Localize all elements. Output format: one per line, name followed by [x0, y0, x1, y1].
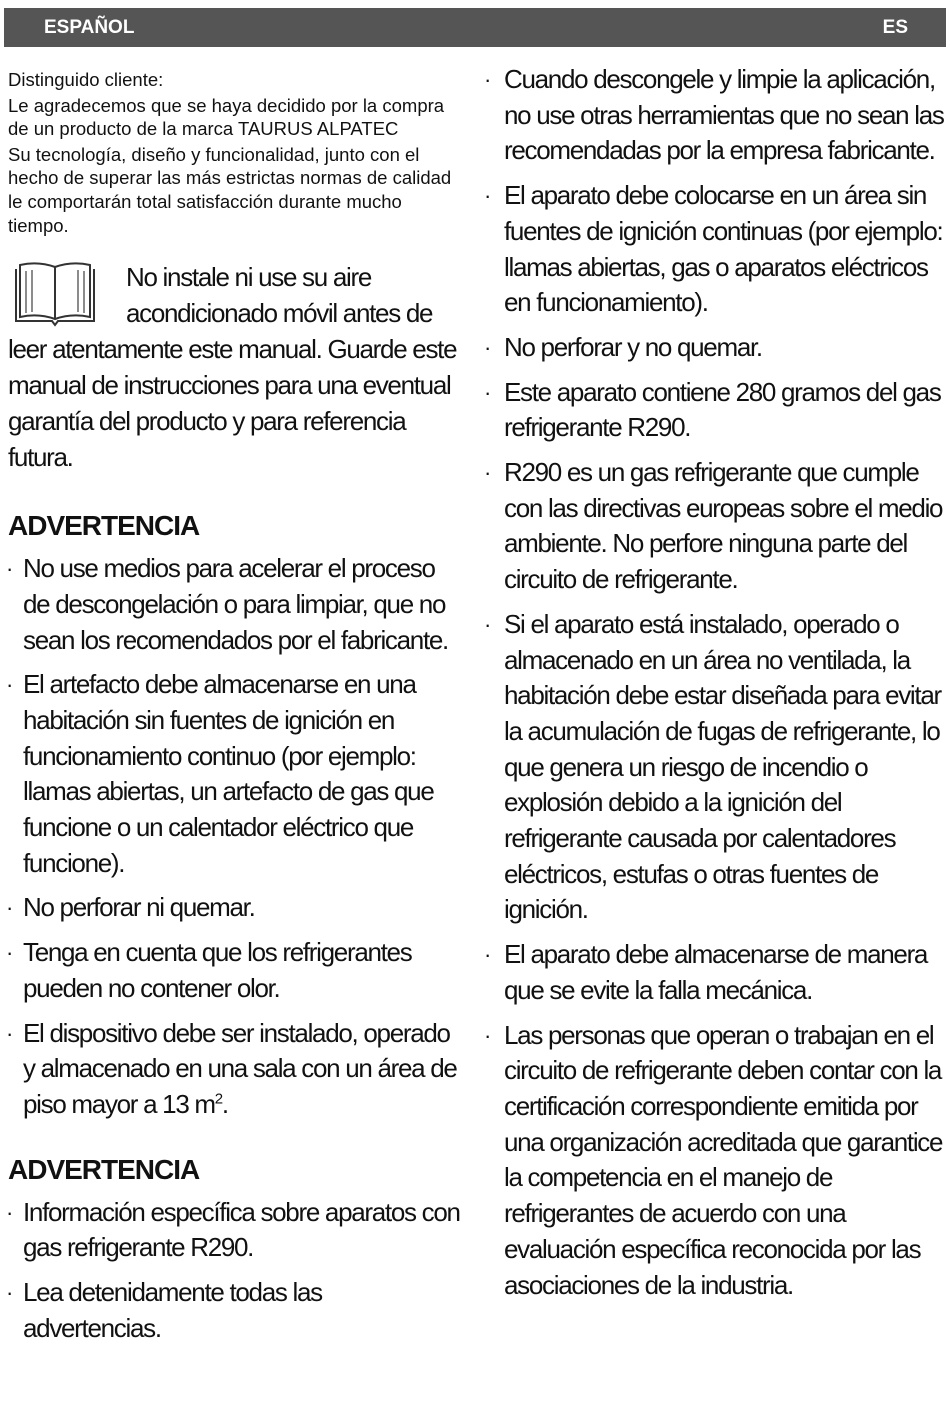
- list-item: · Este aparato contiene 280 gramos del gas refrigerante R290.: [486, 375, 946, 446]
- floor-area-text: El dispositivo debe ser instalado, operado y almacenado en una sala con un área de piso mayor a 13 m: [23, 1017, 457, 1119]
- list-item: [8, 1016, 463, 1123]
- notice-text: No instale ni use su aire acondicionado móvil antes de leer atentamente este manual. Guarde este manual de instrucciones para una eventual garantía del producto y para referencia futura.: [8, 262, 457, 473]
- list-item: · El aparato debe colocarse en un área sin fuentes de ignición continuas (por ejemplo: llamas abiertas, gas o aparatos eléctricos en funcionamiento).: [486, 178, 946, 321]
- list-item: · Cuando descongele y limpie la aplicación, no use otras herramientas que no sean las recomendadas por la empresa fabricante.: [486, 62, 946, 169]
- warning-title-2: ADVERTENCIA: [8, 1153, 200, 1185]
- open-book-icon: [14, 261, 96, 327]
- intro-paragraph-1: Le agradecemos que se haya decidido por la compra de un producto de la marca TAURUS ALPATEC: [8, 94, 445, 140]
- list-item: · El artefacto debe almacenarse en una habitación sin fuentes de ignición en funcionamiento continuo (por ejemplo: llamas abiertas, un artefacto de gas que funcione o un calentador eléctrico que funcione).: [8, 667, 463, 881]
- right-column: [486, 62, 946, 1312]
- list-item: · No perforar y no quemar.: [486, 330, 946, 366]
- list-item: · Tenga en cuenta que los refrigerantes pueden no contener olor.: [8, 935, 463, 1006]
- manual-notice: [8, 259, 463, 475]
- warning-list-1: [8, 551, 463, 1123]
- left-column: [8, 68, 463, 1356]
- superscript: 2: [214, 1090, 222, 1108]
- list-item: · Información específica sobre aparatos con gas refrigerante R290.: [8, 1195, 463, 1266]
- list-item: · Lea detenidamente todas las advertencias.: [8, 1275, 463, 1346]
- intro-paragraph-2: Su tecnología, diseño y funcionalidad, junto con el hecho de superar las más estrictas normas de calidad le comportarán total satisfacción durante mucho tiempo.: [8, 143, 452, 236]
- list-item: · El aparato debe almacenarse de manera que se evite la falla mecánica.: [486, 937, 946, 1008]
- list-item: · Las personas que operan o trabajan en el circuito de refrigerante deben contar con la certificación correspondiente emitida por una organización acreditada que garantice la competencia en el manejo de refrigerantes de acuerdo con una evaluación específica reconocida por las asociaciones de la industria.: [486, 1018, 946, 1304]
- language-label: ESPAÑOL: [44, 16, 135, 38]
- warning-title-1: ADVERTENCIA: [8, 510, 200, 542]
- list-item: · No use medios para acelerar el proceso de descongelación o para limpiar, que no sean los recomendados por el fabricante.: [8, 551, 463, 658]
- greeting: Distinguido cliente:: [8, 69, 164, 90]
- page-header: [4, 8, 946, 47]
- list-item: · R290 es un gas refrigerante que cumple con las directivas europeas sobre el medio ambiente. No perfore ninguna parte del circuito de refrigerante.: [486, 455, 946, 598]
- language-code: ES: [882, 16, 908, 38]
- period: .: [221, 1089, 228, 1119]
- warning-list-2: [8, 1195, 463, 1347]
- right-list: [486, 62, 946, 1303]
- list-item: · No perforar ni quemar.: [8, 890, 463, 926]
- list-item: · Si el aparato está instalado, operado o almacenado en un área no ventilada, la habitación debe estar diseñada para evitar la acumulación de fugas de refrigerante, lo que genera un riesgo de incendio o explosión debido a la ignición del refrigerante causada por calentadores eléctricos, estufas o otras fuentes de ignición.: [486, 607, 946, 928]
- intro: [8, 68, 463, 237]
